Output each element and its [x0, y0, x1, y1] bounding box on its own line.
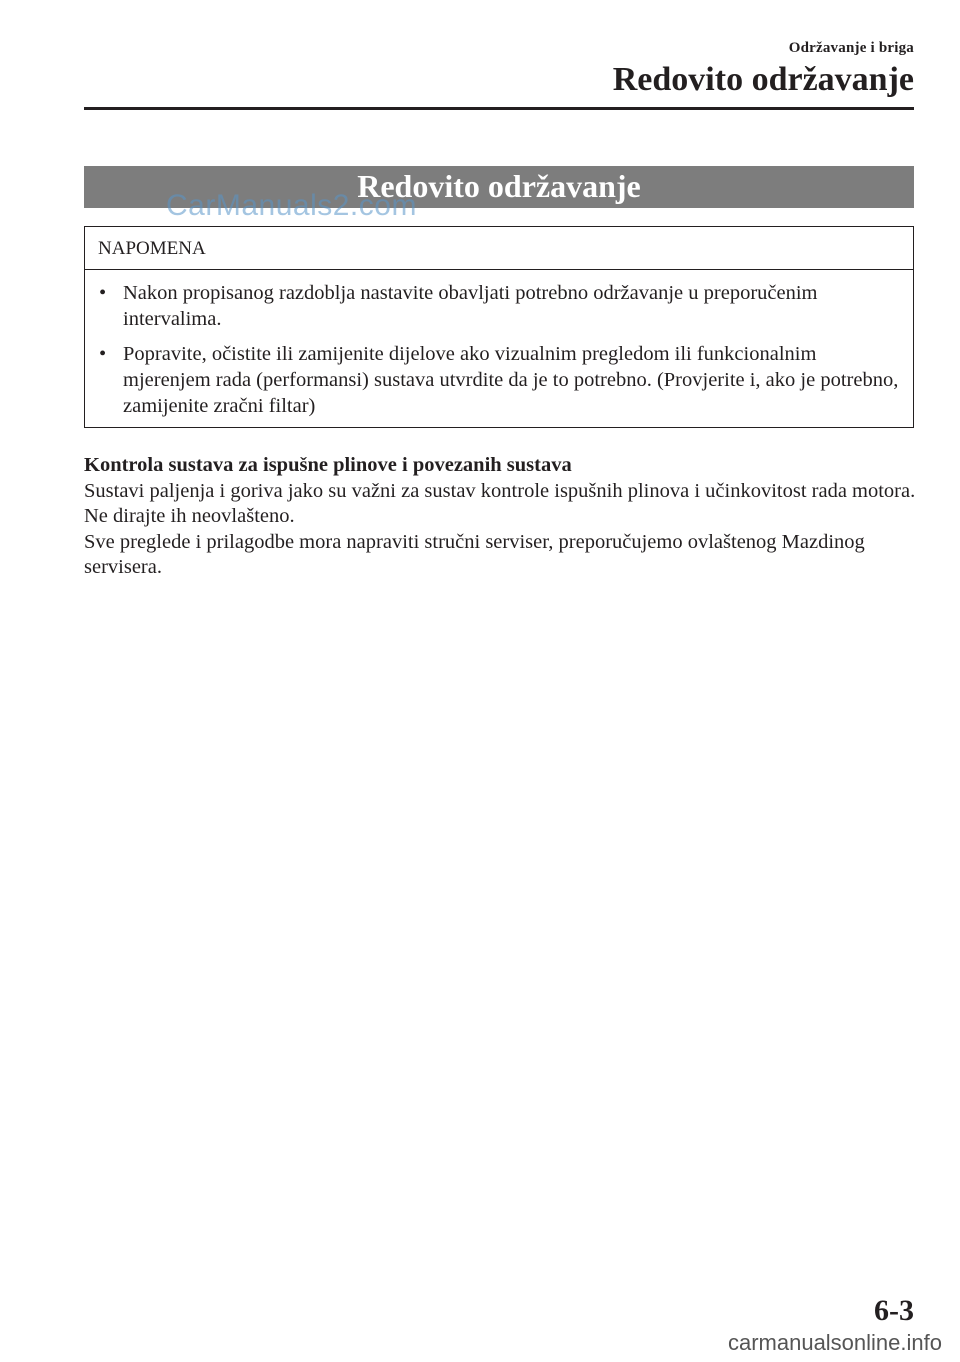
note-heading: NAPOMENA: [85, 227, 913, 270]
subheading: Kontrola sustava za ispušne plinove i povezanih sustava: [84, 454, 572, 476]
note-item-text: Popravite, očistite ili zamijenite dijelove ako vizualnim pregledom ili funkcionalnim mjerenjem rada (performansi) sustava utvrdite da je to potrebno. (Provjerite i, ako je potrebno, zamijenite zračni filtar): [123, 343, 899, 417]
note-box: [84, 226, 914, 428]
chapter-title: Održavanje i briga: [788, 40, 914, 56]
section-title: Redovito održavanje: [612, 61, 914, 98]
paragraph: Sve preglede i prilagodbe mora napraviti stručni serviser, preporučujemo ovlaštenog Mazdinog servisera.: [84, 530, 865, 578]
bullet-icon: •: [99, 282, 107, 304]
header-rule: [84, 107, 914, 110]
note-list: [85, 270, 913, 419]
footer-site-link[interactable]: carmanualsonline.info: [727, 1330, 942, 1355]
body-content: [84, 453, 924, 581]
watermark: CarManuals2.com: [166, 189, 417, 222]
page-number: 6-3: [874, 1294, 914, 1327]
note-item: [99, 280, 899, 332]
note-item: [99, 341, 899, 419]
paragraph: Sustavi paljenja i goriva jako su važni za sustav kontrole ispušnih plinova i učinkovitost rada motora. Ne dirajte ih neovlašteno.: [84, 479, 916, 527]
banner-title: Redovito održavanje: [357, 168, 641, 204]
bullet-icon: •: [99, 343, 107, 365]
note-item-text: Nakon propisanog razdoblja nastavite obavljati potrebno održavanje u preporučenim intervalima.: [123, 282, 818, 330]
